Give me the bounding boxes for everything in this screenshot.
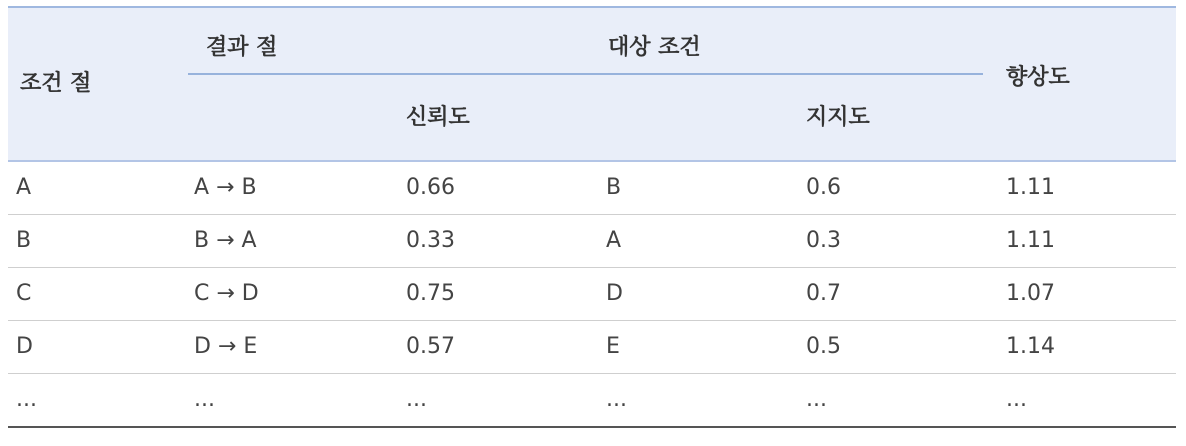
- cell-lift: 1.07: [1006, 281, 1055, 306]
- table-header: [8, 8, 1176, 162]
- cell-rule: ...: [194, 387, 215, 412]
- cell-lift: ...: [1006, 387, 1027, 412]
- header-divider: [188, 73, 983, 75]
- cell-lift: 1.11: [1006, 175, 1055, 200]
- cell-support: 0.5: [806, 334, 841, 359]
- association-rule-table: [8, 6, 1176, 428]
- cell-rule: C → D: [194, 281, 259, 306]
- cell-target: A: [606, 228, 622, 253]
- cell-condition: B: [16, 228, 32, 253]
- cell-condition: D: [16, 334, 33, 359]
- table-row: [8, 374, 1176, 428]
- cell-rule: B → A: [194, 228, 257, 253]
- cell-condition: C: [16, 281, 32, 306]
- header-confidence: 신뢰도: [406, 105, 470, 130]
- header-lift: 향상도: [1006, 65, 1070, 90]
- cell-support: 0.7: [806, 281, 841, 306]
- header-target-condition: 대상 조건: [608, 35, 701, 60]
- cell-condition: ...: [16, 387, 37, 412]
- cell-rule: D → E: [194, 334, 258, 359]
- cell-target: E: [606, 334, 620, 359]
- table-row: [8, 162, 1176, 215]
- cell-confidence: ...: [406, 387, 427, 412]
- cell-support: 0.3: [806, 228, 841, 253]
- cell-target: D: [606, 281, 623, 306]
- cell-rule: A → B: [194, 175, 257, 200]
- cell-confidence: 0.66: [406, 175, 455, 200]
- cell-confidence: 0.57: [406, 334, 455, 359]
- cell-confidence: 0.75: [406, 281, 455, 306]
- table-row: [8, 268, 1176, 321]
- cell-support: 0.6: [806, 175, 841, 200]
- header-result-clause: 결과 절: [206, 35, 278, 60]
- table-row: [8, 215, 1176, 268]
- table-row: [8, 321, 1176, 374]
- cell-confidence: 0.33: [406, 228, 455, 253]
- cell-lift: 1.14: [1006, 334, 1055, 359]
- cell-target: B: [606, 175, 622, 200]
- cell-lift: 1.11: [1006, 228, 1055, 253]
- header-support: 지지도: [806, 105, 870, 130]
- cell-support: ...: [806, 387, 827, 412]
- header-condition-clause: 조건 절: [20, 71, 92, 96]
- cell-target: ...: [606, 387, 627, 412]
- cell-condition: A: [16, 175, 32, 200]
